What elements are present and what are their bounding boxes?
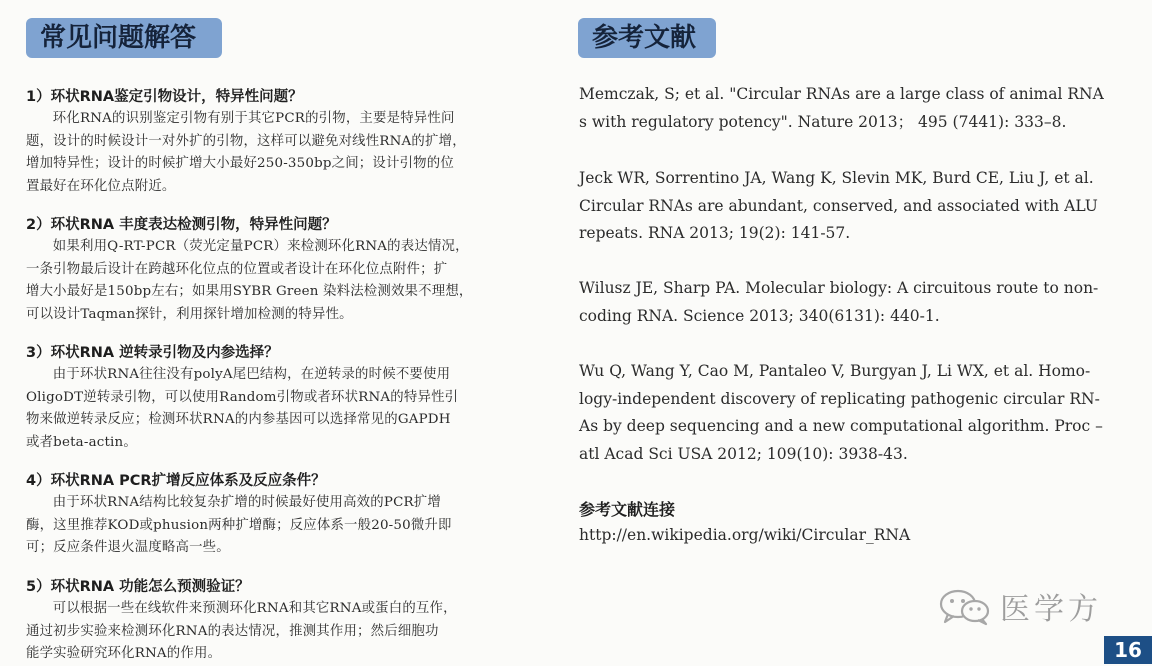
- faq-answer-line: 可以根据一些在线软件来预测环化RNA和其它RNA或蛋白的互作，: [52, 601, 457, 616]
- faq-answer-line: 置最好在环化位点附近。: [26, 178, 176, 194]
- reference-line: atl Acad Sci USA 2012; 109(10): 3938-43.: [579, 444, 908, 463]
- faq-answer-line: 由于环状RNA结构比较复杂扩增的时候最好使用高效的PCR扩增: [52, 495, 441, 510]
- page-number-badge: 16: [1104, 636, 1152, 664]
- faq-answer-line: 由于环状RNA往往没有polyA尾巴结构，在逆转录的时候不要使用: [52, 367, 451, 382]
- faq-item: [26, 86, 558, 198]
- reference-entry: [579, 275, 1119, 330]
- reference-entry: [579, 165, 1119, 248]
- reference-line: Memczak, S; et al. "Circular RNAs are a large class of animal RNA: [579, 85, 1104, 103]
- faq-answer-line: 一条引物最后设计在跨越环化位点的位置或者设计在环化位点附件；扩: [26, 261, 448, 277]
- faq-answer-line: 题，设计的时候设计一对外扩的引物，这样可以避免对线性RNA的扩增，: [26, 133, 466, 149]
- reference-line: Jeck WR, Sorrentino JA, Wang K, Slevin MK, Burd CE, Liu J, et al.: [579, 169, 1094, 187]
- faq-answer-line: 酶，这里推荐KOD或phusion两种扩增酶；反应体系一般20-50微升即: [26, 517, 452, 533]
- reference-line: As by deep sequencing and a new computational algorithm. Proc –: [579, 417, 1103, 435]
- faq-answer-line: 可以设计Taqman探针，利用探针增加检测的特异性。: [26, 306, 353, 322]
- reference-line: repeats. RNA 2013; 19(2): 141-57.: [579, 224, 851, 242]
- faq-item: [26, 470, 558, 560]
- reference-line: Circular RNAs are abundant, conserved, and associated with ALU: [579, 196, 1098, 215]
- faq-answer: [26, 108, 558, 198]
- faq-item: [26, 214, 558, 326]
- faq-answer-line: 物来做逆转录反应；检测环状RNA的内参基因可以选择常见的GAPDH: [26, 412, 451, 427]
- faq-answer-line: OligoDT逆转录引物，可以使用Random引物或者环状RNA的特异性引: [26, 389, 459, 405]
- wechat-icon: [936, 586, 992, 626]
- faq-answer-line: 如果利用Q-RT-PCR（荧光定量PCR）来检测环化RNA的表达情况，: [52, 239, 469, 254]
- faq-answer-line: 环化RNA的识别鉴定引物有别于其它PCR的引物，主要是特异性问: [52, 111, 455, 126]
- reference-line: logy-independent discovery of replicating pathogenic circular RN-: [579, 389, 1100, 408]
- faq-answer-line: 能学实验研究环化RNA的作用。: [26, 646, 222, 661]
- reference-line: Wilusz JE, Sharp PA. Molecular biology: A circuitous route to non-: [579, 279, 1099, 297]
- faq-answer-line: 可；反应条件退火温度略高一些。: [26, 540, 230, 555]
- watermark: [936, 584, 1102, 628]
- faq-question: 3）环状RNA 逆转录引物及内参选择？: [26, 345, 279, 361]
- faq-answer: [26, 364, 558, 454]
- faq-answer-line: 或者beta-actin。: [26, 434, 137, 450]
- faq-answer: [26, 236, 558, 326]
- faq-item: [26, 342, 558, 454]
- faq-answer: [26, 492, 558, 560]
- faq-item: [26, 576, 558, 666]
- reference-line: coding RNA. Science 2013; 340(6131): 440-1.: [579, 306, 940, 325]
- reference-entry: [579, 81, 1119, 136]
- reference-line: Wu Q, Wang Y, Cao M, Pantaleo V, Burgyan J, Li WX, et al. Homo-: [579, 362, 1091, 380]
- faq-question: 5）环状RNA 功能怎么预测验证？: [26, 579, 250, 595]
- faq-question: 4）环状RNA PCR扩增反应体系及反应条件？: [26, 473, 326, 489]
- watermark-text: 医学方: [1000, 592, 1102, 627]
- faq-answer-line: 通过初步实验来检测环化RNA的表达情况，推测其作用；然后细胞功: [26, 623, 439, 639]
- faq-question: 1）环状RNA鉴定引物设计，特异性问题？: [26, 89, 303, 105]
- reference-link-url[interactable]: http://en.wikipedia.org/wiki/Circular_RNA: [579, 526, 911, 544]
- faq-question: 2）环状RNA 丰度表达检测引物，特异性问题？: [26, 217, 337, 233]
- reference-links-title: 参考文献连接: [579, 500, 676, 519]
- section-title-references: 参考文献: [578, 18, 716, 58]
- reference-line: s with regulatory potency". Nature 2013； 495 (7441): 333–8.: [579, 112, 1067, 131]
- faq-answer-line: 增加特异性；设计的时候扩增大小最好250-350bp之间；设计引物的位: [26, 156, 454, 171]
- section-title-faq: 常见问题解答: [26, 18, 222, 58]
- faq-answer: [26, 598, 558, 666]
- reference-entry: [579, 358, 1119, 468]
- faq-answer-line: 增大小最好是150bp左右；如果用SYBR Green 染料法检测效果不理想，: [26, 284, 473, 299]
